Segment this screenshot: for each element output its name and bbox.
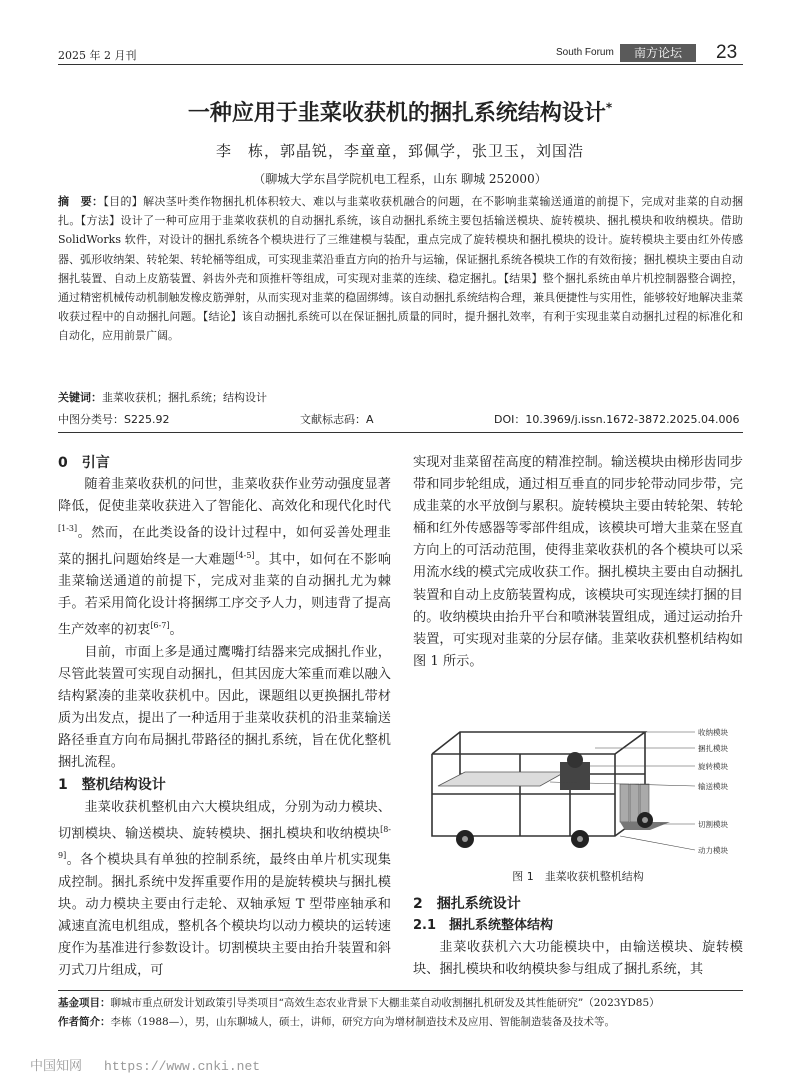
right-column [413,452,743,673]
figure-label: 切割模块 [698,820,728,829]
right-column-lower [413,893,743,981]
figure-label: 旋转模块 [698,762,728,771]
clc-number: 中图分类号：S225.92 [58,413,170,426]
keywords [58,389,743,405]
abstract-label: 摘 要： [58,195,104,208]
citation: [6-7] [150,621,170,631]
subsection-heading: 2.1 捆扎系统整体结构 [413,918,554,934]
paragraph: 目前，市面上多是通过鹰嘴打结器来完成捆扎作业，尽管此装置可实现自动捆扎，但其因庞大笨重而难以融入结构紧凑的韭菜收获机中。因此，课题组以更换捆扎带材质为出发点，提出了一种适用于韭菜收获机的沿韭菜输送路径垂直方向布局捆扎带路径的捆扎系统，旨在优化整机捆扎流程。 [58,644,391,771]
cnki-link[interactable]: https://www.cnki.net [104,1059,261,1074]
left-column [58,452,391,982]
figure-label: 收纳模块 [698,728,728,737]
abstract-divider [58,432,743,433]
author-bio: 作者简介：李栋（1988—），男，山东聊城人，硕士，讲师，研究方向为增材制造技术及应用、智能制造装备及技术等。 [58,1016,615,1028]
section-badge: 南方论坛 [620,44,696,62]
doi: DOI：10.3969/j.issn.1672-3872.2025.04.006 [494,413,740,426]
funding-note: 基金项目：聊城市重点研发计划政策引导类项目“高效生态农业背景下大棚韭菜自动收割捆扎机研发及其性能研究”（2023YD85） [58,997,660,1009]
keywords-label: 关键词： [58,391,102,404]
author-list: 李 栋，郭晶锐，李童童，郅佩学，张卫玉，刘国浩 [215,142,584,160]
keywords-text: 韭菜收获机；捆扎系统；结构设计 [102,391,267,404]
citation: [8-9] [58,824,391,861]
cnki-watermark: 中国知网 https://www.cnki.net [30,1059,261,1074]
title-footnote-mark: * [605,100,613,115]
citation: [4-5] [235,550,255,560]
figure-label: 捆扎模块 [698,744,728,753]
section-heading-intro: 0 引言 [58,455,110,471]
footnote-divider [58,990,743,991]
figure-label: 输送模块 [698,782,728,791]
citation: [1-3] [58,524,78,534]
harvester-structure-figure [420,714,738,862]
section-name-en: South Forum [556,47,614,58]
paper-title: 一种应用于韭菜收获机的捆扎系统结构设计* [187,100,613,126]
paragraph: 韭菜收获机整机由六大模块组成，分别为动力模块、切割模块、输送模块、旋转模块、捆扎模块和收纳模块[8-9]。各个模块具有单独的控制系统，最终由单片机实现集成控制。捆扎系统中发挥重要作用的是旋转模块与捆扎模块。动力模块主要由行走轮、双轴承短 T 型带座轴承和减速直流电机组成，整机各个模块均以动力模块的运转速度作为基准进行参数设计。切割模块主要由抬升装置和斜刃式刀片组成，可 [58,799,391,979]
paragraph: 实现对韭菜留茬高度的精准控制。输送模块由梯形齿同步带和同步轮组成，通过相互垂直的同步轮带动同步带，完成韭菜的水平放倒与累积。旋转模块主要由转轮架、转轮桶和红外传感器等零部件组成，该模块可增大韭菜在竖直方向上的可活动范围，使得韭菜收获机的各个模块可以采用流水线的模式完成收获工作。捆扎模块主要由自动捆扎装置和自动上皮筋装置构成，该模块可实现连续打捆的目的。收纳模块由抬升平台和喷淋装置组成，通过运动抬升装置，可实现对韭菜的分层存储。韭菜收获机整机结构如图 1 所示。 [413,455,743,669]
abstract [58,192,743,346]
section-heading-structure: 1 整机结构设计 [58,777,166,794]
issue-date: 2025 年 2 月刊 [58,49,137,62]
section-heading-binding: 2 捆扎系统设计 [413,896,521,912]
affiliation: （聊城大学东昌学院机电工程系，山东 聊城 252000） [253,172,547,186]
header-divider [58,64,743,65]
abstract-text: 【目的】解决茎叶类作物捆扎机体积较大、难以与韭菜收获机融合的问题，在不影响韭菜输送通道的前提下，完成对韭菜的自动捆扎。【方法】设计了一种可应用于韭菜收获机的自动捆扎系统，该自动捆扎系统主要包括输送模块、旋转模块、捆扎模块和收纳模块。借助 SolidWorks 软件，对设计的捆扎系统各个模块进行了三维建模与装配，重点完成了旋转模块和捆扎模块的设计。旋转模块主要由红外传感器、弧形收纳架、转轮架、转轮桶等组成，可实现韭菜沿垂直方向的抬升与运输，保证捆扎系统各模块工作的有效衔接；捆扎模块主要由自动捆扎装置、自动上皮筋装置、斜齿外壳和顶推杆等组成，可实现对韭菜的连续、稳定捆扎。【结果】整个捆扎系统由单片机控制器整合调控，通过精密机械传动机制触发橡皮筋弹射，从而实现对韭菜的稳固绑缚。该自动捆扎系统结构合理，兼具便捷性与实用性，能够较好地解决韭菜收获过程中的自动捆扎问题。【结论】该自动捆扎系统可以在保证捆扎质量的同时，提升捆扎效率，有利于实现韭菜自动捆扎过程的标准化和自动化，应用前景广阔。 [58,195,744,343]
paragraph: 韭菜收获机六大功能模块中，由输送模块、旋转模块、捆扎模块和收纳模块参与组成了捆扎系统，其 [413,940,743,978]
paragraph: 随着韭菜收获机的问世，韭菜收获作业劳动强度显著降低，促使韭菜收获进入了智能化、高效化和现代化时代[1-3]。然而，在此类设备的设计过程中，如何妥善处理韭菜的捆扎问题始终是一大难题[4-5]。其中，如何在不影响韭菜输送通道的前提下，完成对韭菜的自动捆扎尤为棘手。若采用简化设计将捆绑工序交予人力，则违背了提高生产效率的初衷[6-7]。 [58,477,392,638]
figure-caption: 图 1 韭菜收获机整机结构 [512,870,644,883]
document-code: 文献标志码：A [300,413,374,426]
figure-label: 动力模块 [698,846,728,855]
page-number: 23 [716,42,738,63]
